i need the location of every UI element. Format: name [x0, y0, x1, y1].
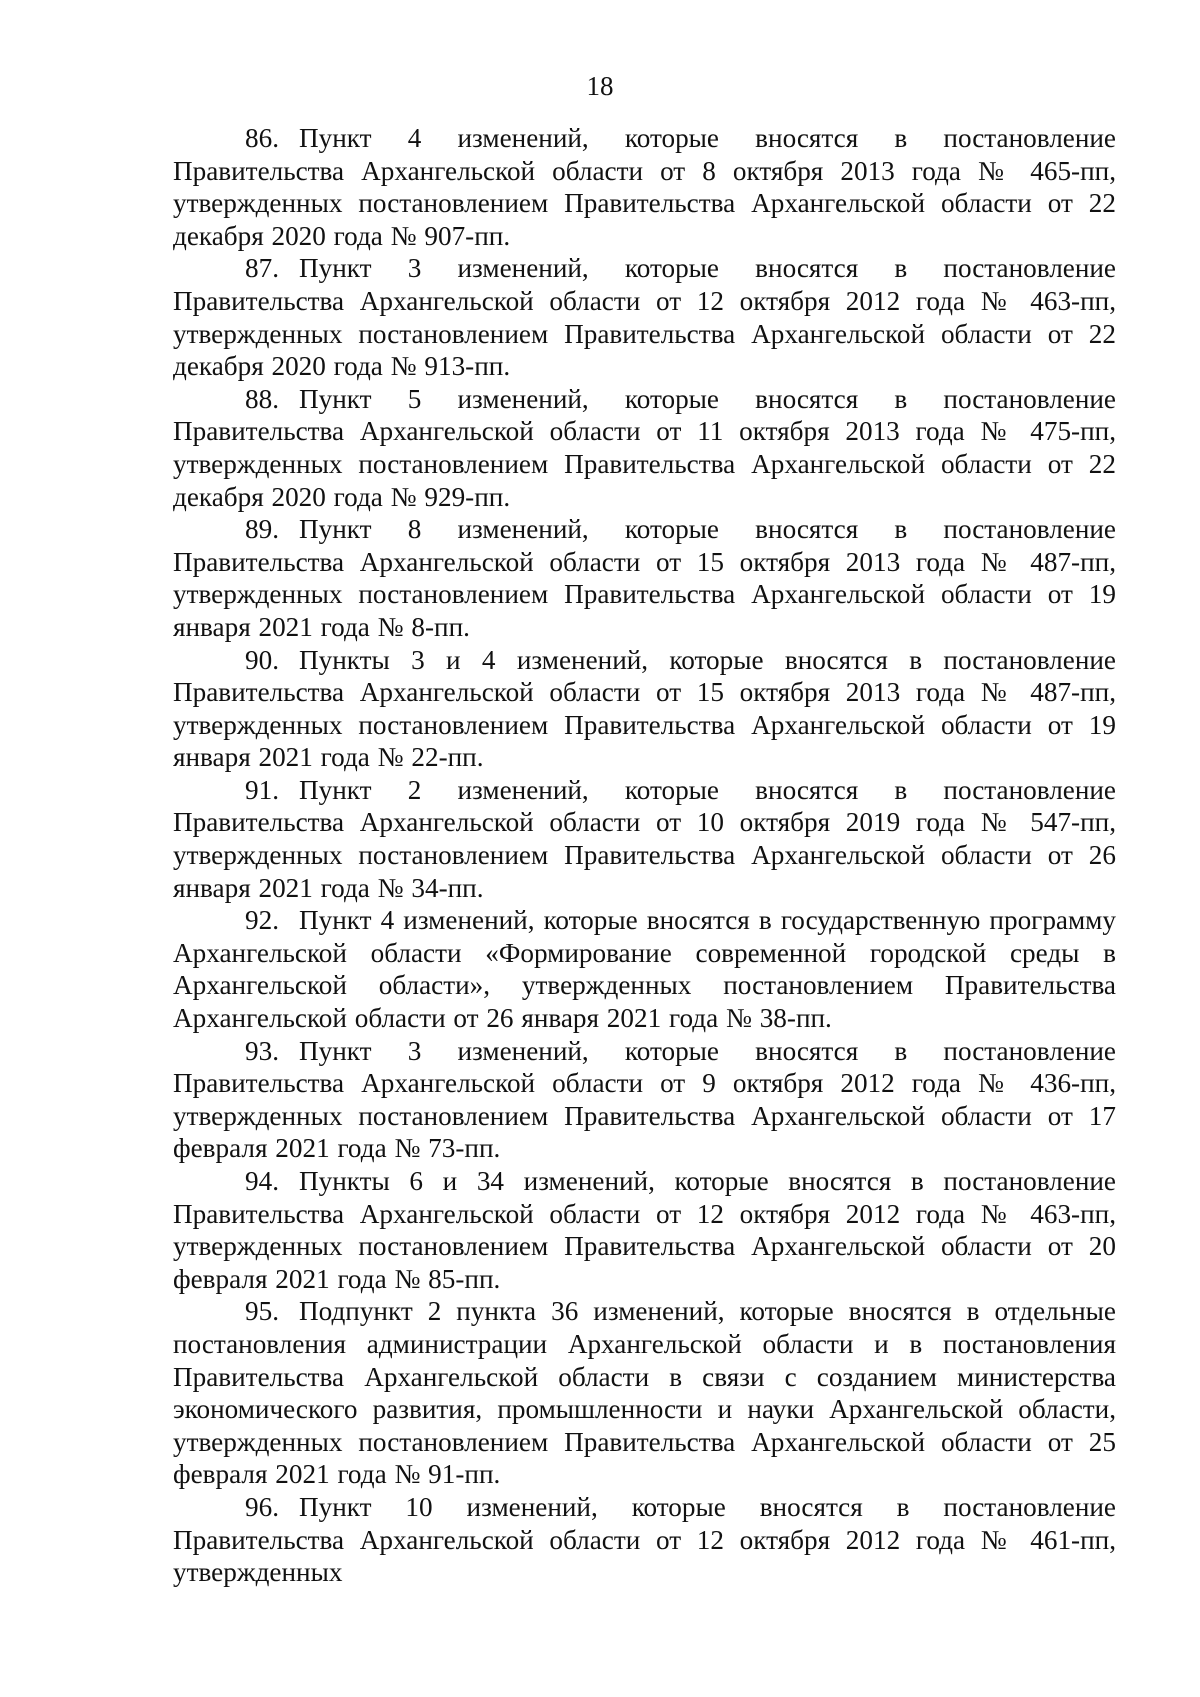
document-body	[173, 122, 1116, 1589]
paragraph-number: 95.	[245, 1296, 279, 1327]
paragraph-text: Пункт 4 изменений, которые вносятся в постановление Правительства Архангельской области от 8 октября 2013 года № 465-пп, утвержденных постановлением Правительства Архангельской области от 22 декабря 2020 года № 907-пп.	[173, 123, 1116, 251]
paragraph-text: Пункт 5 изменений, которые вносятся в постановление Правительства Архангельской области от 11 октября 2013 года № 475-пп, утвержденных постановлением Правительства Архангельской области от 22 декабря 2020 года № 929-пп.	[173, 383, 1116, 512]
paragraph-number: 89.	[245, 514, 279, 545]
paragraph-95	[173, 1295, 1116, 1491]
paragraph-94	[173, 1165, 1116, 1295]
paragraph-number: 90.	[245, 644, 279, 675]
paragraph-number: 93.	[245, 1035, 279, 1066]
paragraph-text: Пункт 3 изменений, которые вносятся в постановление Правительства Архангельской области от 9 октября 2012 года № 436-пп, утвержденных постановлением Правительства Архангельской области от 17 февраля 2021 года № 73-пп.	[173, 1035, 1116, 1164]
paragraph-88	[173, 383, 1116, 513]
paragraph-text: Пункты 6 и 34 изменений, которые вносятся в постановление Правительства Архангельской области от 12 октября 2012 года № 463-пп, утвержденных постановлением Правительства Архангельской области от 20 февраля 2021 года № 85-пп.	[173, 1166, 1116, 1294]
paragraph-text: Пункт 3 изменений, которые вносятся в постановление Правительства Архангельской области от 12 октября 2012 года № 463-пп, утвержденных постановлением Правительства Архангельской области от 22 декабря 2020 года № 913-пп.	[173, 253, 1116, 382]
page-number: 18	[586, 71, 614, 101]
paragraph-number: 94.	[245, 1166, 279, 1196]
paragraph-number: 87.	[245, 253, 279, 284]
paragraph-86	[173, 122, 1116, 252]
paragraph-87	[173, 252, 1116, 382]
paragraph-text: Пункт 8 изменений, которые вносятся в постановление Правительства Архангельской области от 15 октября 2013 года № 487-пп, утвержденных постановлением Правительства Архангельской области от 19 января 2021 года № 8-пп.	[173, 514, 1116, 642]
paragraph-number: 86.	[245, 123, 279, 153]
paragraph-90	[173, 644, 1116, 774]
paragraph-93	[173, 1035, 1116, 1165]
paragraph-text: Подпункт 2 пункта 36 изменений, которые вносятся в отдельные постановления администрации Архангельской области и в постановления Правительства Архангельской области в связи с созданием министерства экономического развития, промышленности и науки Архангельской области, утвержденных постановлением Правительства Архангельской области от 25 февраля 2021 года № 91-пп.	[173, 1296, 1116, 1490]
paragraph-text: Пункт 2 изменений, которые вносятся в постановление Правительства Архангельской области от 10 октября 2019 года № 547-пп, утвержденных постановлением Правительства Архангельской области от 26 января 2021 года № 34-пп.	[173, 774, 1116, 903]
paragraph-number: 96.	[245, 1491, 279, 1522]
paragraph-92	[173, 904, 1116, 1034]
paragraph-number: 88.	[245, 383, 279, 414]
paragraph-89	[173, 513, 1116, 643]
paragraph-91	[173, 774, 1116, 904]
paragraph-number: 91.	[245, 774, 279, 805]
paragraph-text: Пункты 3 и 4 изменений, которые вносятся в постановление Правительства Архангельской области от 15 октября 2013 года № 487-пп, утвержденных постановлением Правительства Архангельской области от 19 января 2021 года № 22-пп.	[173, 644, 1116, 773]
paragraph-text: Пункт 4 изменений, которые вносятся в государственную программу Архангельской области «Формирование современной городской среды в Архангельской области», утвержденных постановлением Правительства Архангельской области от 26 января 2021 года № 38-пп.	[173, 905, 1116, 1034]
paragraph-96	[173, 1491, 1116, 1589]
paragraph-number: 92.	[245, 905, 279, 936]
paragraph-text: Пункт 10 изменений, которые вносятся в постановление Правительства Архангельской области от 12 октября 2012 года № 461-пп, утвержденных	[173, 1491, 1116, 1588]
